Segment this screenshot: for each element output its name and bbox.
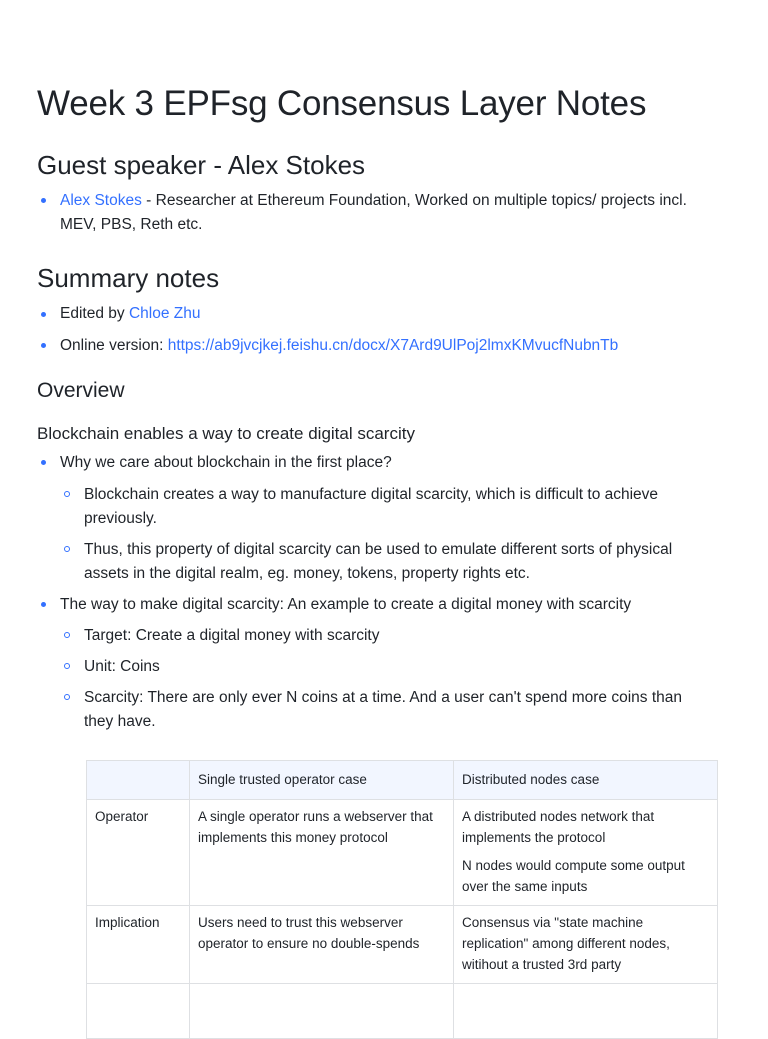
- cell-text: Consensus via "state machine replication" among different nodes, witihout a trusted 3rd party: [462, 915, 670, 972]
- table-header-cell: [87, 761, 190, 800]
- online-version-label: Online version:: [60, 337, 168, 354]
- edited-by-item: [60, 302, 200, 326]
- table-header-row: [87, 761, 718, 800]
- guest-speaker-item: [60, 189, 687, 213]
- cell-text: A single operator runs a webserver that implements this money protocol: [198, 809, 433, 845]
- table-header-cell: Distributed nodes case: [454, 761, 718, 800]
- sub-item-emulate-assets: Thus, this property of digital scarcity can be used to emulate different sorts of physical: [84, 541, 673, 558]
- summary-notes-heading: Summary notes: [37, 263, 220, 293]
- sub-item-unit: Unit: Coins: [84, 658, 160, 675]
- page-title: Week 3 EPFsg Consensus Layer Notes: [37, 84, 647, 123]
- list-item-why-blockchain: Why we care about blockchain in the first place?: [60, 454, 392, 471]
- table-header-cell: Single trusted operator case: [190, 761, 454, 800]
- table-cell: [190, 984, 454, 1039]
- table-cell: [190, 800, 454, 906]
- table-cell-label: Implication: [87, 906, 190, 984]
- bullet-icon: [41, 198, 46, 203]
- speaker-description-continued: MEV, PBS, Reth etc.: [60, 216, 203, 233]
- cell-text: Users need to trust this webserver operator to ensure no double-spends: [198, 915, 420, 951]
- overview-heading: Overview: [37, 379, 125, 402]
- sub-bullet-icon: [64, 632, 70, 638]
- sub-bullet-icon: [64, 546, 70, 552]
- list-item-make-scarcity: The way to make digital scarcity: An example to create a digital money with scarcity: [60, 596, 632, 613]
- guest-speaker-heading: Guest speaker - Alex Stokes: [37, 150, 366, 180]
- cell-text: A distributed nodes network that implements the protocol: [462, 809, 655, 845]
- comparison-table: [86, 760, 718, 1039]
- table-row: [87, 906, 718, 984]
- editor-link[interactable]: Chloe Zhu: [128, 305, 201, 322]
- bullet-icon: [41, 343, 46, 348]
- bullet-icon: [41, 312, 46, 317]
- online-version-link[interactable]: https://ab9jvcjkej.feishu.cn/docx/X7Ard9UlPoj2lmxKMvucfNubnTb: [167, 337, 619, 354]
- table-row: [87, 984, 718, 1039]
- sub-item-digital-scarcity-continued: previously.: [84, 510, 157, 527]
- online-version-item: [60, 334, 618, 358]
- sub-bullet-icon: [64, 491, 70, 497]
- sub-item-scarcity-continued: they have.: [84, 713, 156, 730]
- sub-bullet-icon: [64, 694, 70, 700]
- sub-item-scarcity: Scarcity: There are only ever N coins at a time. And a user can't spend more coins than: [84, 689, 682, 706]
- table-cell: [87, 984, 190, 1039]
- sub-item-digital-scarcity: Blockchain creates a way to manufacture digital scarcity, which is difficult to achieve: [84, 486, 659, 503]
- sub-item-target: Target: Create a digital money with scarcity: [84, 627, 380, 644]
- table-cell: [190, 906, 454, 984]
- cell-text: N nodes would compute some output over the same inputs: [462, 858, 685, 894]
- sub-bullet-icon: [64, 663, 70, 669]
- table-cell: [454, 800, 718, 906]
- table-cell: [454, 984, 718, 1039]
- sub-item-emulate-assets-continued: assets in the digital realm, eg. money, tokens, property rights etc.: [84, 565, 530, 582]
- speaker-description: - Researcher at Ethereum Foundation, Worked on multiple topics/ projects incl.: [141, 192, 687, 209]
- table-cell-label: Operator: [87, 800, 190, 906]
- table-row: [87, 800, 718, 906]
- overview-subheading: Blockchain enables a way to create digital scarcity: [37, 424, 415, 443]
- bullet-icon: [41, 460, 46, 465]
- speaker-link[interactable]: Alex Stokes: [60, 192, 142, 209]
- table-cell: [454, 906, 718, 984]
- bullet-icon: [41, 602, 46, 607]
- edited-by-label: Edited by: [60, 305, 129, 322]
